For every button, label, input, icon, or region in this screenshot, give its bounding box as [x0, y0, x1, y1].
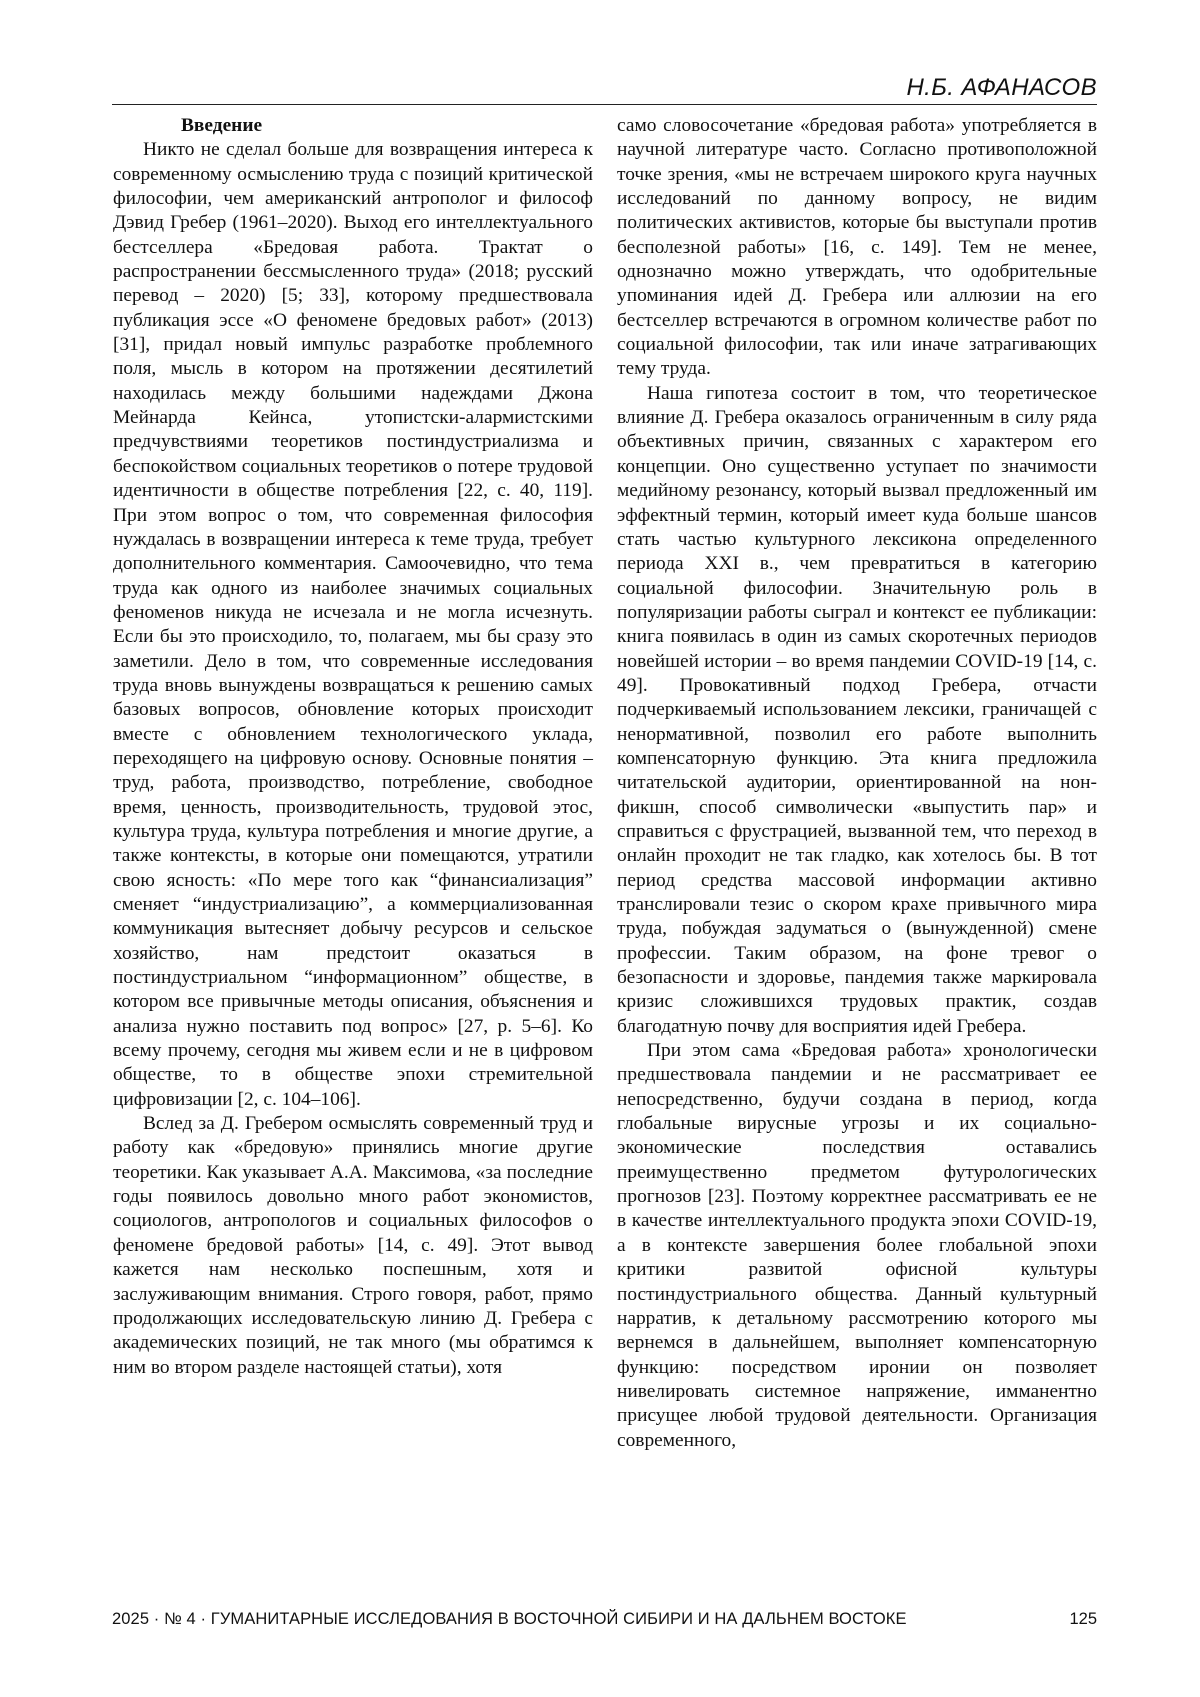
paragraph: При этом сама «Бредовая работа» хронологически предшествовала пандемии и не рассматривает ее непосредственно, будучи создана в период, когда глобальные вирусные угрозы и их социально-экономические последствия оставались преимущественно предметом футурологических прогнозов [23]. Поэтому корректнее рассматривать ее не в качестве интеллектуального продукта эпохи COVID-19, а в контексте завершения более глобальной эпохи критики развитой офисной культуры постиндустриального общества. Данный культурный нарратив, к детальному рассмотрению которого мы вернемся в дальнейшем, выполняет компенсаторную функцию: посредством иронии он позволяет нивелировать системное напряжение, имманентно присущее любой трудовой деятельности. Организация современного, [617, 1040, 1097, 1451]
paragraph-continued: само словосочетание «бредовая работа» употребляется в научной литературе часто. Согласно противоположной точке зрения, «мы не встречаем широкого круга научных исследований по данному вопросу, не видим политических активистов, которые бы выступали против бесполезной работы» [16, с. 149]. Тем не менее, однозначно можно утверждать, что одобрительные упоминания идей Д. Гребера или аллюзии на его бестселлер встречаются в огромном количестве работ по социальной философии, так или иначе затрагивающих тему труда. [617, 115, 1097, 380]
right-column [617, 114, 1097, 1453]
running-header [112, 74, 1097, 105]
journal-title: 2025 · № 4 · ГУМАНИТАРНЫЕ ИССЛЕДОВАНИЯ В ВОСТОЧНОЙ СИБИРИ И НА ДАЛЬНЕМ ВОСТОКЕ [112, 1610, 907, 1628]
author-name: Н.Б. АФАНАСОВ [906, 74, 1097, 101]
paragraph: Наша гипотеза состоит в том, что теоретическое влияние Д. Гребера оказалось ограниченным в силу ряда объективных причин, связанных с характером его концепции. Оно существенно уступает по значимости медийному резонансу, который вызвал предложенный им эффектный термин, который имеет куда больше шансов стать частью культурного лексикона определенного периода XXI в., чем превратиться в категорию социальной философии. Значительную роль в популяризации работы сыграл и контекст ее публикации: книга появилась в один из самых скоротечных периодов новейшей истории – во время пандемии COVID-19 [14, с. 49]. Провокативный подход Гребера, отчасти подчеркиваемый использованием лексики, граничащей с ненормативной, позволил его работе выполнить компенсаторную функцию. Эта книга предложила читательской аудитории, ориентированной на нон-фикшн, способ символически «выпустить пар» и справиться с фрустрацией, вызванной тем, что переход в онлайн проходит не так гладко, как хотелось бы. В тот период средства массовой информации активно транслировали тезис о скором крахе привычного мира труда, побуждая задуматься о (вынужденной) смене профессии. Таким образом, на фоне тревог о безопасности и здоровье, пандемия также маркировала кризис сложившихся трудовых практик, создав благодатную почву для восприятия идей Гребера. [617, 382, 1097, 1037]
paragraph: Никто не сделал больше для возвращения интереса к современному осмыслению труда с позиций критической философии, чем американский антрополог и философ Дэвид Гребер (1961–2020). Выход его интеллектуального бестселлера «Бредовая работа. Трактат о распространении бессмысленного труда» (2018; русский перевод – 2020) [5; 33], которому предшествовала публикация эссе «О феномене бредовых работ» (2013) [31], придал новый импульс разработке проблемного поля, мысль в котором на протяжении десятилетий находилась между большими надеждами Джона Мейнарда Кейнса, утопистски-алармистскими предчувствиями теоретиков постиндустриализма и беспокойством социальных теоретиков о потере трудовой идентичности в обществе потребления [22, с. 40, 119]. При этом вопрос о том, что современная философия нуждалась в возвращении интереса к теме труда, требует дополнительного комментария. Самоочевидно, что тема труда как одного из наиболее значимых социальных феноменов никуда не исчезала и не могла исчезнуть. Если бы это происходило, то, полагаем, мы бы сразу это заметили. Дело в том, что современные исследования труда вновь вынуждены возвращаться к решению самых базовых вопросов, обновление которых происходит вместе с обновлением технологического уклада, переходящего на цифровую основу. Основные понятия – труд, работа, производство, потребление, свободное время, ценность, производительность, трудовой этос, культура труда, культура потребления и многие другие, а также контексты, в которые они помещаются, утратили свою ясность: «По мере того как “финансиализация” сменяет “индустриализацию”, а коммерциализованная коммуникация вытесняет добычу ресурсов и сельское хозяйство, нам предстоит оказаться в постиндустриальном “информационном” обществе, в котором все привычные методы описания, объяснения и анализа нужно поставить под вопрос» [27, p. 5–6]. Ко всему прочему, сегодня мы живем если и не в цифровом обществе, то в обществе эпохи стремительной цифровизации [2, с. 104–106]. [113, 139, 593, 1110]
left-column [113, 114, 593, 1380]
paragraph: Вслед за Д. Гребером осмыслять современный труд и работу как «бредовую» принялись многие другие теоретики. Как указывает А.А. Максимова, «за последние годы появилось довольно много работ экономистов, социологов, антропологов и социальных философов о феномене бредовой работы» [14, с. 49]. Этот вывод кажется нам несколько поспешным, хотя и заслуживающим внимания. Строго говоря, работ, прямо продолжающих исследовательскую линию Д. Гребера с академических позиций, не так много (мы обратимся к ним во втором разделе настоящей статьи), хотя [113, 1113, 593, 1378]
section-heading: Введение [181, 115, 263, 136]
page-number: 125 [1069, 1610, 1097, 1628]
